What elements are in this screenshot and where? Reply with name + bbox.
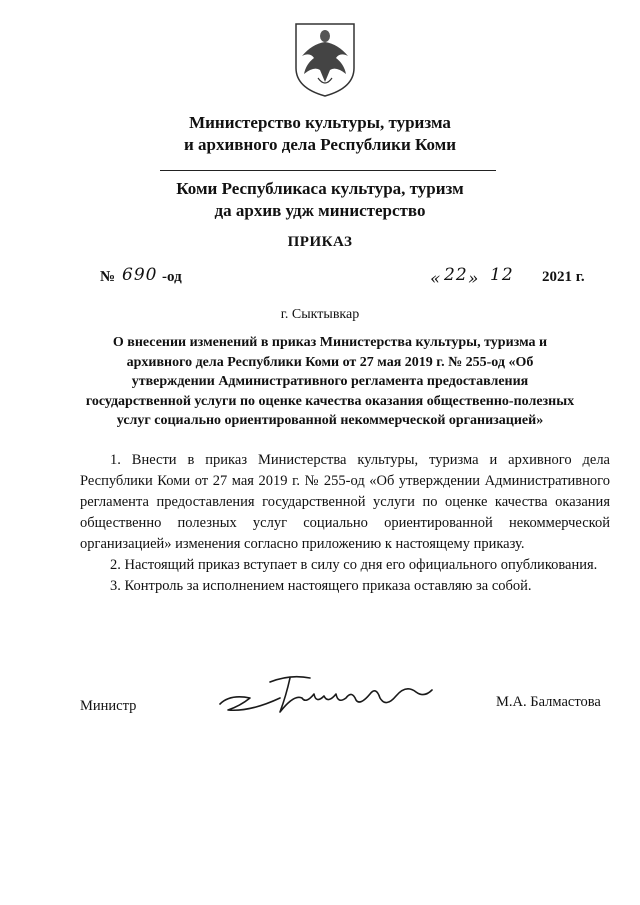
order-number-suffix: -од: [162, 269, 182, 285]
title-line: архивного дела Республики Коми от 27 мая 2019 г. № 255-од «Об: [126, 354, 534, 370]
ministry-name-komi-line1: Коми Республикаса культура, туризм: [176, 179, 464, 198]
coat-of-arms-emblem: [292, 22, 358, 98]
city: г. Сыктывкар: [280, 307, 360, 322]
title-line: утверждении Административного регламента предоставления: [131, 374, 529, 389]
handwritten-signature: [210, 668, 460, 726]
order-number-label: №: [100, 269, 116, 285]
body-paragraph-2: 2. Настоящий приказ вступает в силу со дня его официального опубликования.: [110, 557, 598, 573]
date-month-handwritten: 12: [490, 265, 514, 285]
title-line: государственной услуги по оценке качества оказания общественно-полезных: [85, 393, 575, 409]
date-open-quote: «: [430, 269, 442, 289]
ministry-name-komi-line2: да архив удж министерство: [214, 201, 426, 220]
title-line: услуг социально ориентированной некоммерческой организацией»: [116, 413, 544, 428]
title-line: О внесении изменений в приказ Министерства культуры, туризма и: [112, 335, 548, 350]
date-close-quote: »: [468, 269, 480, 289]
body-paragraph-1: 1. Внести в приказ Министерства культуры, туризма и архивного дела Республики Коми от 27 мая 2019 г. № 255-од «Об утверждении Административного регламента предоставления государственной услуги по оценке качества оказания общественно полезных услуг социально ориентированной некоммерческой организацией» изменения согласно приложению к настоящему приказу.: [80, 452, 610, 552]
date-day-handwritten: 22: [444, 265, 468, 285]
signer-position: Министр: [80, 698, 137, 714]
document-title: [70, 333, 590, 431]
ministry-name-ru-line1: Министерство культуры, туризма: [189, 113, 451, 132]
document-body: [80, 450, 610, 597]
order-number-handwritten: 690: [122, 265, 158, 285]
ministry-name-ru-line2: и архивного дела Республики Коми: [183, 135, 457, 154]
date-year: 2021 г.: [542, 269, 585, 285]
header-divider: [160, 170, 496, 171]
document-type: ПРИКАЗ: [287, 234, 353, 250]
ministry-name-komi: [0, 178, 640, 222]
body-paragraph-3: 3. Контроль за исполнением настоящего приказа оставляю за собой.: [110, 578, 532, 594]
signer-name: М.А. Балмастова: [496, 694, 601, 710]
ministry-name-russian: [0, 112, 640, 156]
